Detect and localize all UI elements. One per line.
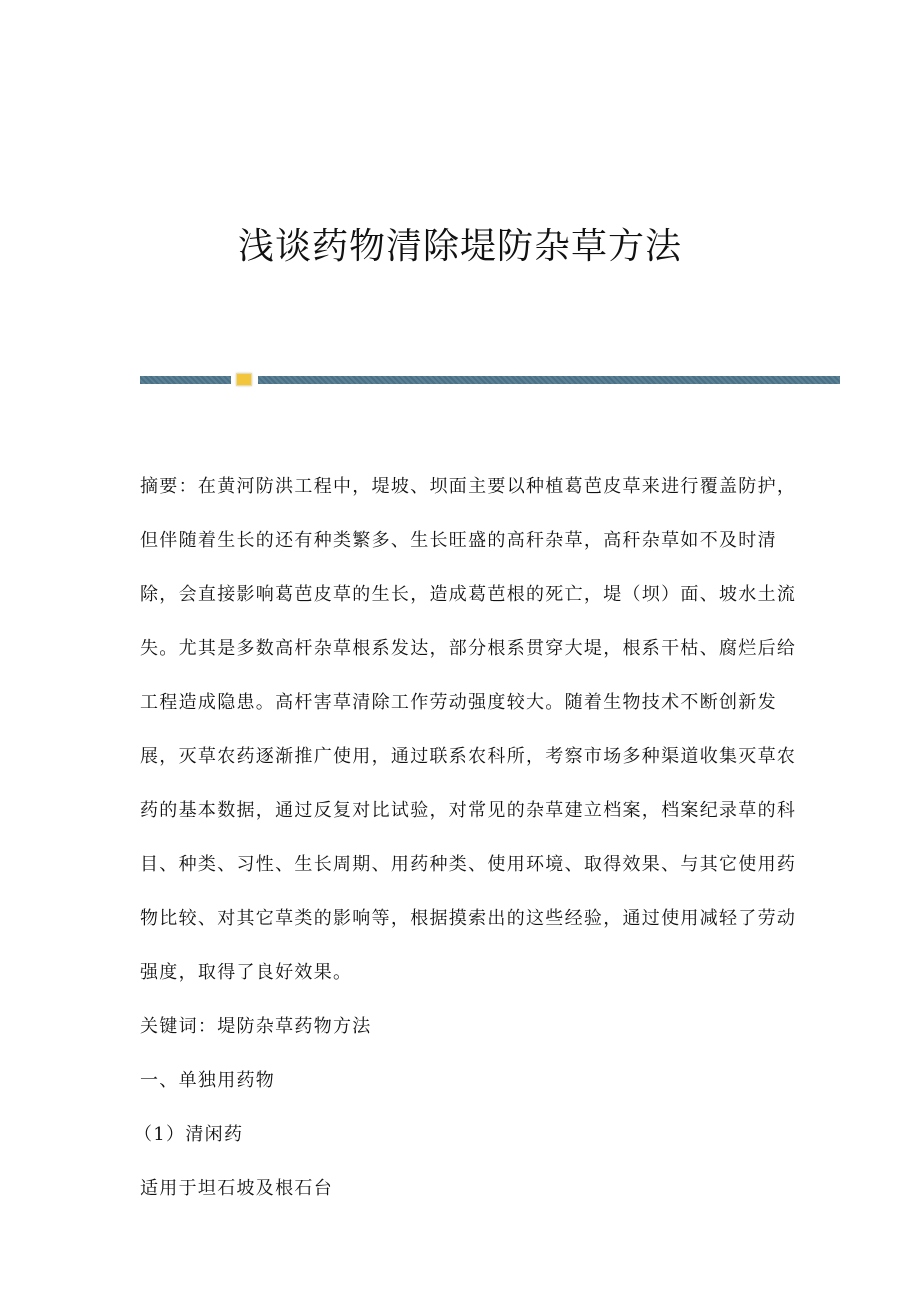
abstract-line: 工程造成隐患。高杆害草清除工作劳动强度较大。随着生物技术不断创新发 xyxy=(140,692,777,713)
keywords: 关键词：堤防杂草药物方法 xyxy=(140,1016,372,1037)
abstract-line: 失。尤其是多数高杆杂草根系发达，部分根系贯穿大堤，根系干枯、腐烂后给 xyxy=(140,638,797,659)
abstract-line: 强度，取得了良好效果。 xyxy=(140,962,353,983)
abstract-line: 目、种类、习性、生长周期、用药种类、使用环境、取得效果、与其它使用药 xyxy=(140,854,797,875)
title-divider-left xyxy=(140,376,231,384)
title-divider-right xyxy=(258,376,840,384)
abstract-line: 展，灭草农药逐渐推广使用，通过联系农科所，考察市场多种渠道收集灭草农 xyxy=(140,746,797,767)
paragraph: 适用于坦石坡及根石台 xyxy=(140,1178,333,1199)
abstract-line: 物比较、对其它草类的影响等，根据摸索出的这些经验，通过使用减轻了劳动 xyxy=(140,908,797,929)
document-title: 浅谈药物清除堤防杂草方法 xyxy=(237,226,682,267)
abstract-line: 药的基本数据，通过反复对比试验，对常见的杂草建立档案，档案纪录草的科 xyxy=(140,800,797,821)
subsection-heading: （1）清闲药 xyxy=(134,1124,244,1145)
abstract-line: 但伴随着生长的还有种类繁多、生长旺盛的高秆杂草，高秆杂草如不及时清 xyxy=(140,530,777,551)
abstract-line: 除，会直接影响葛芭皮草的生长，造成葛芭根的死亡，堤（坝）面、坡水土流 xyxy=(140,584,797,605)
section-heading: 一、单独用药物 xyxy=(140,1070,276,1091)
abstract-line: 摘要：在黄河防洪工程中，堤坡、坝面主要以种植葛芭皮草来进行覆盖防护， xyxy=(140,476,797,497)
divider-ornament-icon xyxy=(236,373,252,386)
